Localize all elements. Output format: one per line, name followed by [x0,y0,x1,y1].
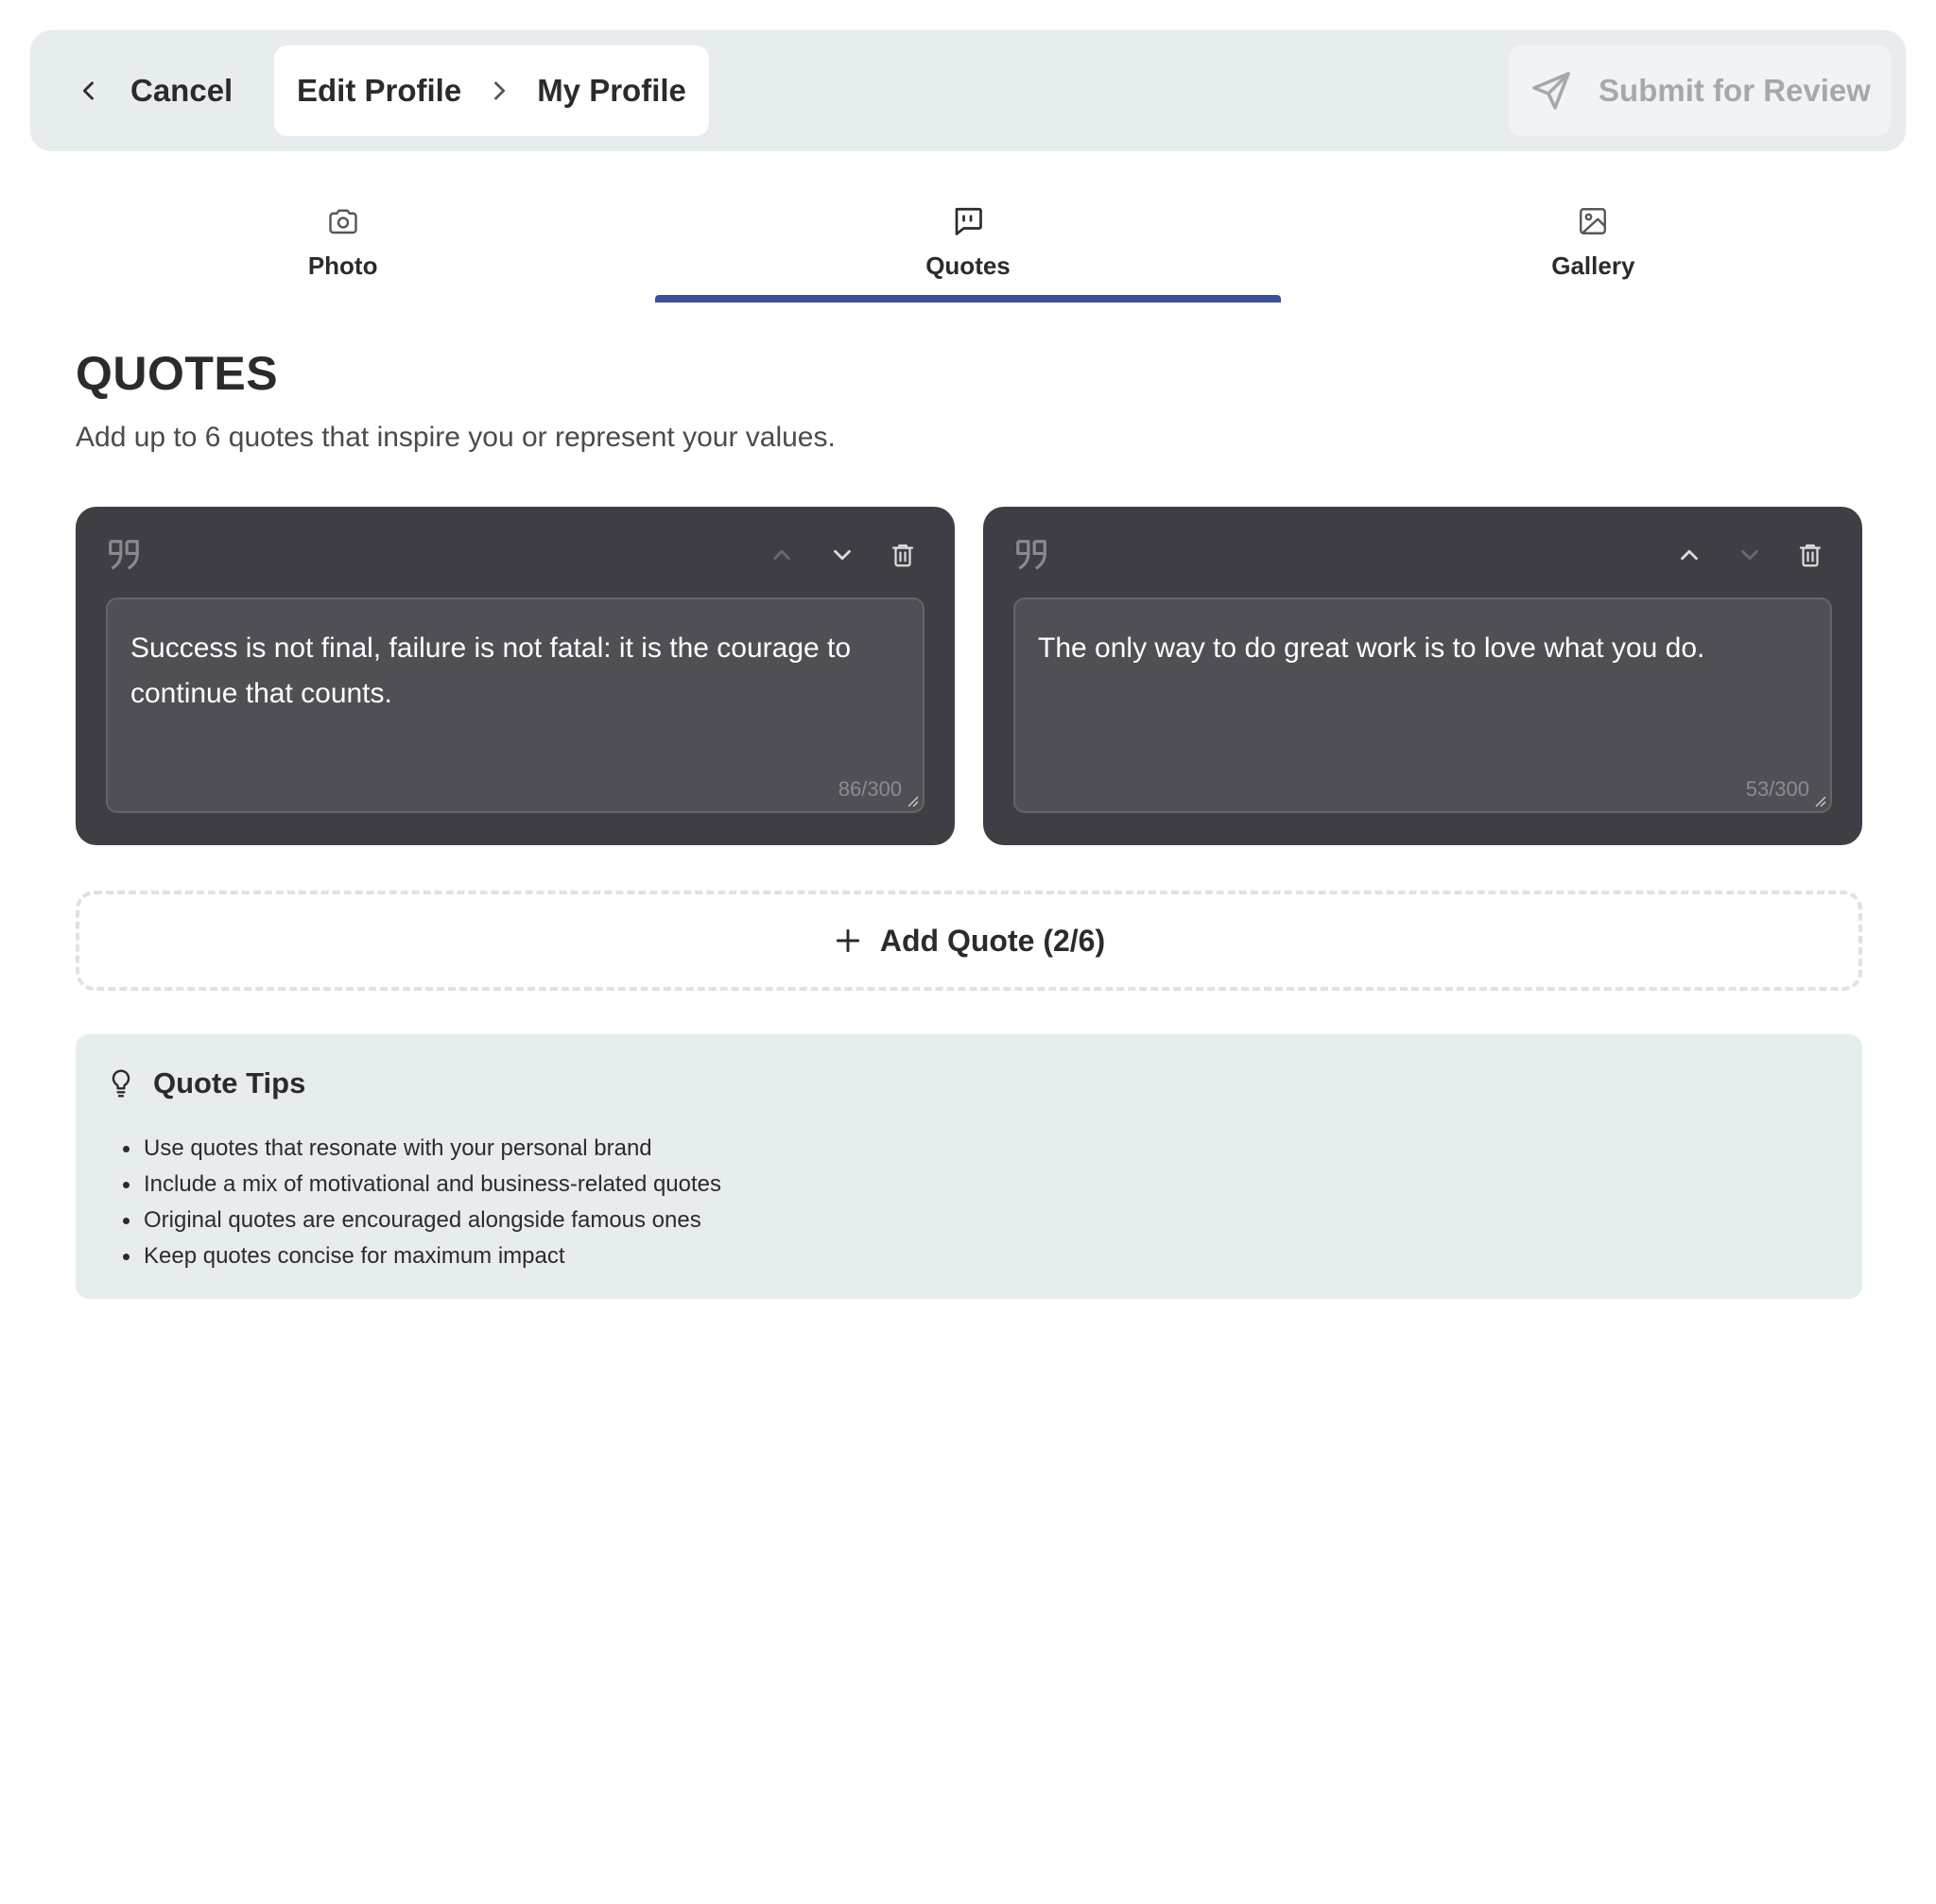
tab-label: Photo [307,251,378,280]
delete-quote-button[interactable] [887,539,919,571]
chevron-down-icon [828,541,856,569]
cancel-label: Cancel [130,73,233,108]
trash-icon [1796,541,1824,569]
quote-mark-icon [1013,537,1049,573]
breadcrumb-edit-profile[interactable]: Edit Profile [297,73,462,108]
quote-card [983,507,1862,845]
breadcrumb [274,45,709,136]
section-subtitle: Add up to 6 quotes that inspire you or represent your values. [76,422,836,453]
tip-item: Use quotes that resonate with your personal brand [121,1131,721,1167]
tab-bar [30,189,1906,304]
chevron-left-icon [76,78,102,104]
move-down-button[interactable] [1734,539,1766,571]
tip-item: Include a mix of motivational and business-related quotes [121,1167,721,1203]
tab-label: Gallery [1551,251,1635,280]
add-quote-button[interactable] [76,891,1862,991]
plus-icon [833,926,863,956]
quote-mark-icon [106,537,142,573]
tab-gallery[interactable] [1281,189,1906,304]
tip-item: Original quotes are encouraged alongside famous ones [121,1203,721,1238]
delete-quote-button[interactable] [1794,539,1826,571]
tips-title: Quote Tips [153,1066,306,1099]
resize-handle-icon[interactable] [1813,794,1826,807]
move-up-button[interactable] [766,539,798,571]
trash-icon [889,541,917,569]
move-up-button[interactable] [1673,539,1705,571]
lightbulb-icon [108,1068,134,1099]
cancel-button[interactable] [76,57,233,125]
quote-card-actions [737,539,919,571]
chevron-up-icon [1675,541,1703,569]
send-icon [1529,68,1574,113]
chevron-down-icon [1736,541,1764,569]
tab-label: Quotes [925,251,1011,280]
move-down-button[interactable] [826,539,858,571]
image-icon [1576,204,1610,238]
tips-list [121,1131,721,1274]
quote-textarea[interactable] [106,597,925,813]
quote-card [76,507,955,845]
submit-label: Submit for Review [1599,73,1871,108]
tips-header [108,1066,305,1100]
breadcrumb-my-profile[interactable]: My Profile [537,73,686,108]
tab-quotes[interactable] [655,189,1280,304]
quote-textarea[interactable] [1013,597,1832,813]
camera-icon [326,204,360,238]
tip-item: Keep quotes concise for maximum impact [121,1238,721,1274]
chevron-right-icon [486,78,512,104]
chevron-up-icon [768,541,796,569]
quote-tips-panel [76,1034,1862,1299]
section-title: QUOTES [76,347,279,400]
add-quote-label: Add Quote (2/6) [879,923,1106,958]
top-bar [30,30,1906,151]
quote-text: The only way to do great work is to love what you do. [1038,632,1705,664]
character-count: 86/300 [838,777,902,801]
character-count: 53/300 [1745,777,1809,801]
quote-text: Success is not final, failure is not fatal: it is the courage to continue that counts. [130,632,852,709]
submit-for-review-button[interactable] [1509,45,1891,136]
tab-photo[interactable] [30,189,655,304]
resize-handle-icon[interactable] [906,794,919,807]
quote-card-actions [1645,539,1826,571]
quote-bubble-icon [951,204,985,238]
